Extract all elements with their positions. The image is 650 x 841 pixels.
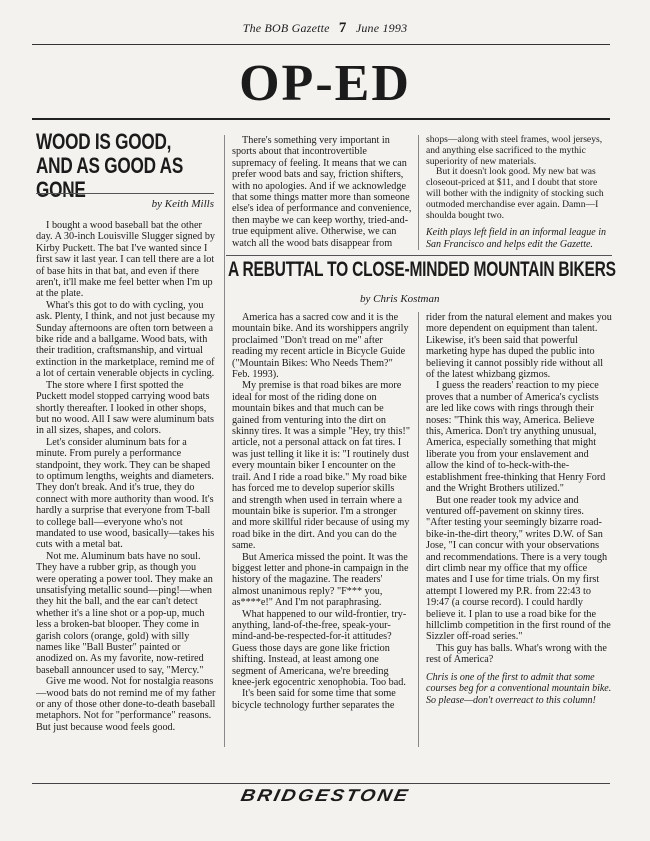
paragraph: But it doesn't look good. My new bat was closeout-priced at $11, and I doubt that store will bother with the indignity of stocking such outmoded merchandise ever again. Damn—I shoulda bought two.	[426, 166, 604, 221]
author-tagline: Keith plays left field in an informal league in San Francisco and helps edit the Gazette.	[426, 227, 606, 250]
paragraph: My premise is that road bikes are more ideal for most of the riding done on mountain bikes and that much can be gained from venturing into the dirt on skinny tires. It was a simple "Hey, try this!" article, not a personal attack on fat tires. I was just telling it like it is: "I routinely dust every mountain biker I encounter on the trail. And I ride a road bike." My road bike has forced me to develop superior skills and strength when used in terrain where a mountain bike is superior. I'm a stronger and more skillful rider because of using my road bike in the dirt. And you can do the same.	[232, 380, 410, 552]
paragraph: But one reader took my advice and ventured off-pavement on skinny tires. "After testing your seemingly bizarre road-bike-in-the-dirt theory," writes D.W. of San Jose, "I can concur with your observations and recommendations. There is a very tough dirt climb near my office that my office mates and I use for time trials. On my first attempt I lowered my P.R. from 22:43 to 19:47 (a course record). I could hardly believe it. I plan to use a road bike for the hillclimb competition in the first round of the Sizzler off-road series."	[426, 494, 611, 643]
article1-column-1	[36, 220, 216, 733]
footer-rule	[32, 783, 610, 784]
paragraph: America has a sacred cow and it is the mountain bike. And its worshippers angrily proclaimed "Don't tread on me" after reading my recent article in Bicycle Guide ("Mountain Bikes: Who Needs Them?" Feb. 1993).	[232, 312, 409, 381]
masthead-rule	[32, 44, 610, 45]
paragraph: Let's consider aluminum bats for a minute. From purely a performance standpoint, they work. They can be shaped to optimum lengths, weights and diameters. They don't break. And it's true, they do connect with more authority than wood. It's hardly a surprise that everyone from T-ball to college ball—everyone who's not mandated to use wood, basically—takes his cuts with a metal bat.	[36, 436, 215, 551]
author-tagline: Chris is one of the first to admit that some courses beg for a conventional mountain bike. So please—don't overreact to this column!	[426, 671, 612, 706]
article1-headline: WOOD IS GOOD, AND AS GOOD AS GONE	[36, 129, 184, 202]
paragraph: Give me wood. Not for nostalgia reasons—wood bats do not remind me of my father or any of those other done-to-death baseball metaphors. Not for "performance" reasons. But just because wood feels good.	[36, 676, 216, 733]
masthead-page-number: 7	[338, 20, 347, 36]
paragraph: shops—along with steel frames, wool jerseys, and anything else sacrificed to the mythic superiority of new materials.	[426, 134, 603, 167]
article2-column-1	[232, 312, 410, 711]
article1-byline: by Keith Mills	[36, 193, 214, 210]
paragraph: I guess the readers' reaction to my piece proves that a number of America's cyclists are led like cows with rings through their noses: "Think this way, America. Believe this, America. Don't try anything unusual, America, especially something that might liberate you from your enslavement and allow the kind of to-heck-with-the-establishment free-thinking that Henry Ford and the Wright Brothers utilized."	[426, 380, 606, 495]
footer-brand: BRIDGESTONE	[238, 786, 412, 805]
masthead-paper-name: The BOB Gazette	[242, 21, 330, 35]
paragraph: rider from the natural element and makes you more dependent on equipment than talent. Likewise, it's been said that powerful marketing hype has duped the public into believing it cannot possibly ride without all of the latest whizbang gizmos.	[426, 312, 612, 381]
section-title-rule	[32, 118, 610, 120]
paragraph: The store where I first spotted the Puckett model stopped carrying wood bats shortly thereafter. I looked in other shops, but no wood. All I saw were aluminum bats in all sizes, shapes, and colors.	[36, 379, 214, 437]
paragraph: What happened to our wild-frontier, try-anything, land-of-the-free, speak-your-mind-and-be-respected-for-it attitudes? Guess those days are gone like friction shifting. Instead, at least among one segment of Americana, we're breeding knee-jerk egocentric xenophobia. Too bad.	[232, 608, 407, 688]
column-divider	[418, 312, 419, 747]
article1-column-3	[426, 135, 612, 251]
paragraph: This guy has balls. What's wrong with the rest of America?	[426, 642, 607, 666]
masthead-date: June 1993	[355, 21, 408, 35]
paragraph: I bought a wood baseball bat the other day. A 30-inch Louisville Slugger signed by Kirby Puckett. The bat I've wanted since I first saw it last year. I can tell there are a lot of base hits in that bat, and even if there aren't, it'll make me feel better when I'm up at the plate.	[36, 220, 216, 300]
column-divider	[224, 135, 225, 747]
masthead	[0, 20, 650, 37]
paragraph: Not me. Aluminum bats have no soul. They have a rubber grip, as though you were operating a power tool. They make an unsatisfying metallic sound—ping!—when they hit the ball, and the ear can't detect whether it's a line shot or a pop-up, much less a broken-bat blooper. They come in garish colors (orange, gold) with silly names like "Ball Buster" painted or anodized on. As my favorite, now-retired baseball announcer used to say, "Mercy."	[36, 550, 213, 676]
article2-byline: by Chris Kostman	[360, 293, 440, 305]
paragraph: There's something very important in sports about that incontrovertible supremacy of feeling. It means that we can prefer wood bats and say, friction shifters, with no apologies. And if we acknowledge that some things matter more than someone else's idea of performance and convenience, then maybe we can keep worthy, tried-and-true equipment alive. Otherwise, we can watch all the wood bats disappear from	[232, 135, 412, 249]
section-title: OP-ED	[239, 55, 411, 112]
paragraph: It's been said for some time that some bicycle technology further separates the	[232, 688, 396, 711]
article2-rule	[226, 255, 612, 256]
column-divider	[418, 135, 419, 250]
article1-column-2	[232, 135, 412, 249]
paragraph: What's this got to do with cycling, you ask. Plenty, I think, and not just because my Sunday afternoons are often torn between a bike ride and a ballgame. Wood bats, with their tradition, craftsmanship, and virtual extinction in the marketplace, remind me of a lot of certain venerable objects in cycling.	[36, 299, 216, 380]
article2-headline: A REBUTTAL TO CLOSE-MINDED MOUNTAIN BIKERS	[228, 258, 616, 281]
paragraph: But America missed the point. It was the biggest letter and phone-in campaign in the history of the magazine. The readers' almost unanimous reply? "F*** you, as****e!" And I'm not paraphrasing.	[232, 551, 409, 609]
article2-column-2	[426, 312, 612, 706]
bridgestone-logo	[0, 786, 650, 806]
